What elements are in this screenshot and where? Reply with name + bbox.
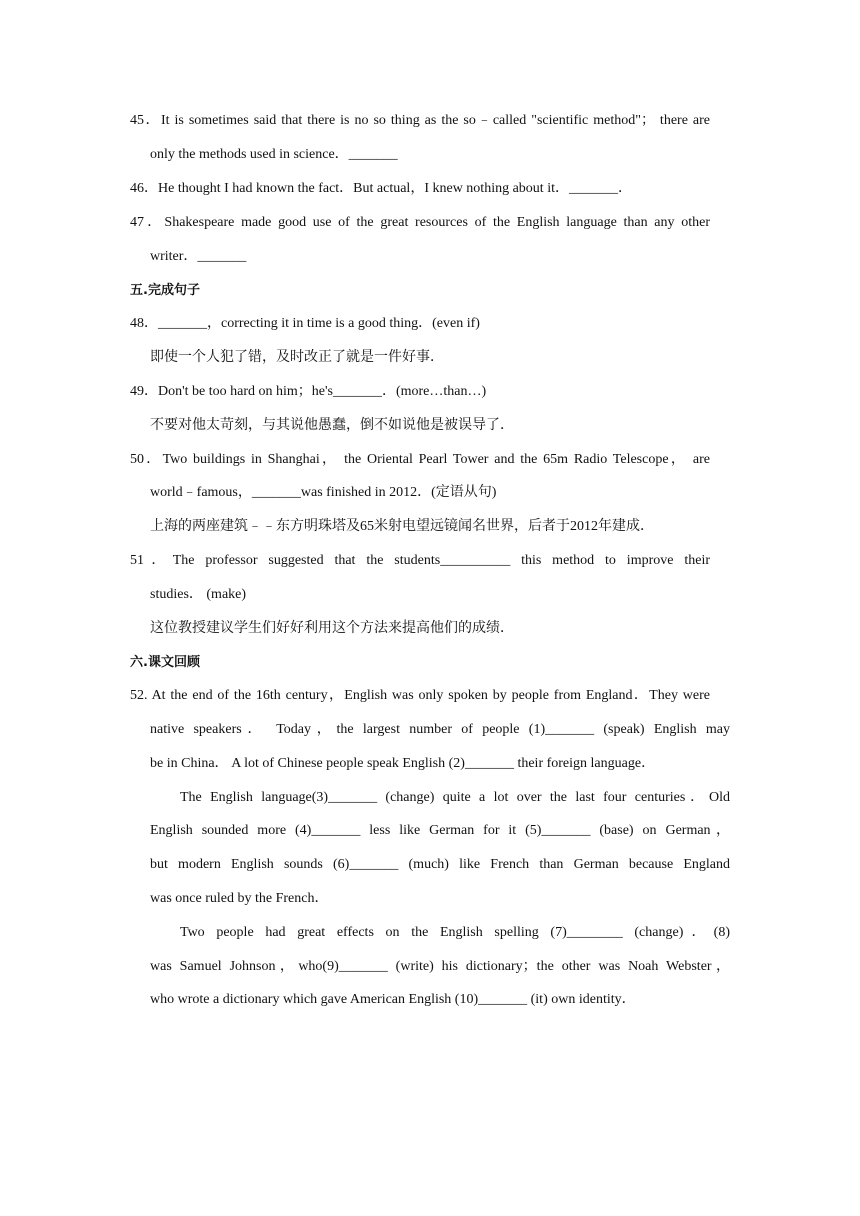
section-heading-text-review: 六.课文回顾 (130, 655, 200, 670)
question-46: 46．He thought I had known the fact．But actual，I knew nothing about it．_______． (130, 181, 632, 196)
question-50-line-1: 50．Two buildings in Shanghai， the Oriental Pearl Tower and the 65m Radio Telescope， are (130, 452, 710, 467)
section-heading-complete-sentences: 五.完成句子 (130, 283, 200, 298)
question-45-line-2: only the methods used in science．_______ (150, 147, 398, 162)
question-52-line-6: but modern English sounds (6)_______ (much) like French than German because England (150, 857, 730, 872)
question-45-line-1: 45．It is sometimes said that there is no so thing as the so﹣called "scientific method"； there are (130, 113, 710, 128)
question-48: 48．_______，correcting it in time is a good thing．(even if) (130, 316, 480, 331)
question-47-line-2: writer．_______ (150, 249, 247, 264)
question-52-line-10: who wrote a dictionary which gave American English (10)_______ (it) own identity． (150, 992, 636, 1007)
question-50-translation: 上海的两座建筑﹣﹣东方明珠塔及65米射电望远镜闻名世界，后者于2012年建成． (150, 519, 654, 534)
question-49-translation: 不要对他太苛刻，与其说他愚蠢，倒不如说他是被误导了． (150, 418, 514, 433)
question-52-line-5: English sounded more (4)_______ less like German for it (5)_______ (base) on German， (150, 823, 730, 838)
question-47-line-1: 47．Shakespeare made good use of the great resources of the English language than any other (130, 215, 710, 230)
question-52-line-1: 52. At the end of the 16th century，English was only spoken by people from England．They were (130, 688, 710, 703)
question-52-line-9: was Samuel Johnson，who(9)_______ (write) his dictionary；the other was Noah Webster， (150, 959, 730, 974)
question-50-line-2: world﹣famous，_______was finished in 2012．(定语从句) (150, 485, 497, 500)
question-52-line-3: be in China． A lot of Chinese people speak English (2)_______ their foreign language． (150, 756, 656, 771)
question-51-translation: 这位教授建议学生们好好利用这个方法来提高他们的成绩． (150, 621, 514, 636)
question-51-line-2: studies． (make) (150, 587, 247, 602)
question-52-line-2: native speakers． Today，the largest number of people (1)_______ (speak) English may (150, 722, 730, 737)
question-52-line-7: was once ruled by the French． (150, 891, 329, 906)
question-52-line-8: Two people had great effects on the English spelling (7)________ (change)．(8) (180, 925, 730, 940)
question-49: 49．Don't be too hard on him；he's_______．(more…than…) (130, 384, 487, 399)
question-52-line-4: The English language(3)_______ (change) quite a lot over the last four centuries．Old (180, 790, 730, 805)
question-48-translation: 即使一个人犯了错，及时改正了就是一件好事． (150, 350, 444, 365)
question-51-line-1: 51．The professor suggested that the students__________ this method to improve their (130, 553, 710, 568)
